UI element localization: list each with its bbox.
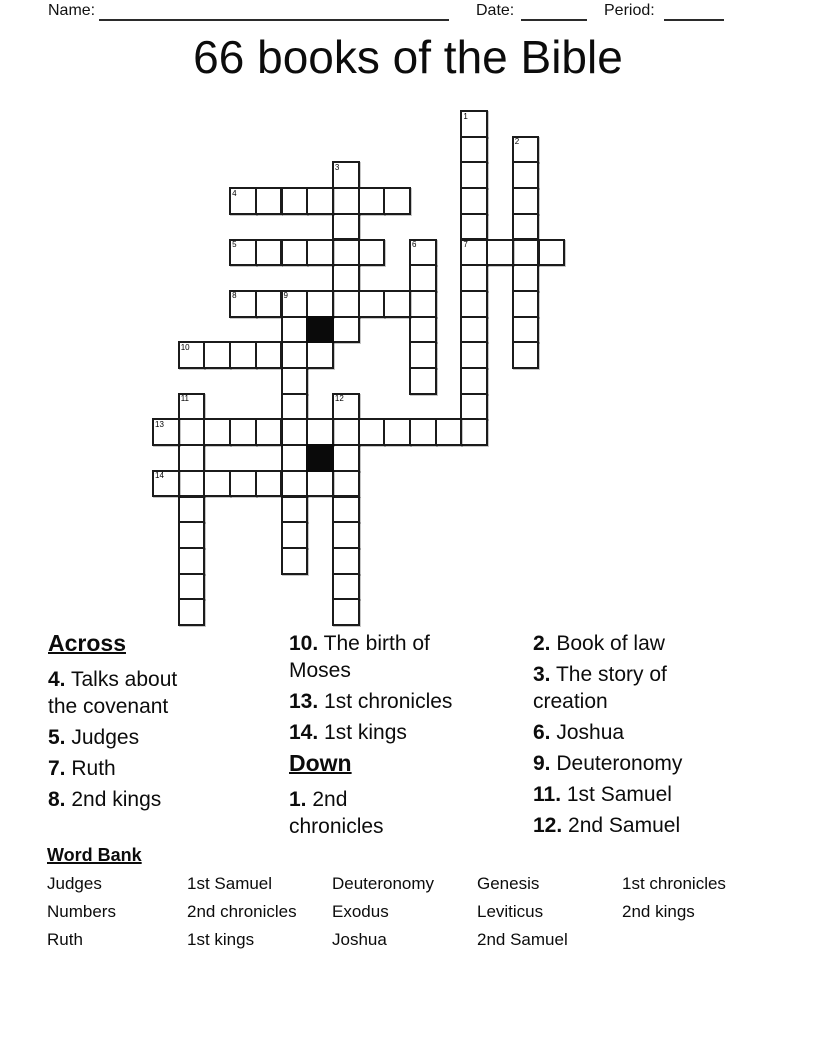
word-bank-item: 1st kings	[187, 930, 255, 949]
grid-cell-8-5[interactable]	[358, 239, 386, 267]
name-blank-line[interactable]	[99, 1, 449, 21]
word-bank-item: 2nd chronicles	[187, 902, 297, 921]
grid-cell-14-6[interactable]	[512, 264, 540, 292]
grid-cell-1-18[interactable]	[178, 573, 206, 601]
grid-cell-4-12[interactable]	[255, 418, 283, 446]
grid-cell-2-9[interactable]	[203, 341, 231, 369]
grid-cell-7-13[interactable]	[332, 444, 360, 472]
word-bank-item: Leviticus	[477, 902, 544, 921]
clue-9: 9. Deuteronomy	[533, 752, 683, 775]
clue-2: 2. Book of law	[533, 632, 665, 655]
grid-cell-5-13[interactable]	[281, 444, 309, 472]
name-label: Name:	[48, 2, 96, 19]
grid-cell-6-3[interactable]	[306, 187, 334, 215]
word-bank-item: Ruth	[47, 930, 83, 949]
word-bank-item: Numbers	[47, 902, 116, 921]
clue-11: 11. 1st Samuel	[533, 783, 672, 806]
grid-cell-4-5[interactable]	[255, 239, 283, 267]
word-bank-item: Exodus	[332, 902, 389, 921]
grid-number-7: 7	[463, 240, 468, 249]
grid-number-4: 4	[232, 188, 237, 198]
grid-number-11: 11	[180, 394, 189, 404]
grid-cell-7-18[interactable]	[332, 573, 360, 601]
grid-cell-12-11[interactable]	[460, 393, 488, 421]
grid-cell-14-9[interactable]	[512, 341, 540, 369]
grid-cell-12-10[interactable]	[460, 367, 488, 395]
grid-cell-1-14[interactable]	[178, 470, 206, 498]
grid-cell-14-8[interactable]	[512, 316, 540, 344]
grid-cell-5-12[interactable]	[281, 418, 309, 446]
clue-number-label: 10.	[289, 632, 319, 655]
grid-cell-11-12[interactable]	[435, 418, 463, 446]
grid-number-9: 9	[283, 291, 288, 301]
grid-cell-3-9[interactable]	[229, 341, 257, 369]
grid-cell-7-3[interactable]	[332, 187, 360, 215]
clue-number-label: 2.	[533, 632, 551, 655]
grid-cell-6-14[interactable]	[306, 470, 334, 498]
grid-number-2: 2	[514, 137, 520, 147]
grid-cell-1-19[interactable]	[178, 598, 206, 626]
grid-cell-7-16[interactable]	[332, 521, 360, 549]
grid-cell-12-4[interactable]	[460, 213, 488, 241]
grid-cell-4-9[interactable]	[255, 341, 283, 369]
grid-number-3: 3	[334, 162, 340, 172]
grid-number-1: 1	[463, 111, 468, 121]
grid-cell-7-7[interactable]	[332, 290, 360, 318]
clue-5: 5. Judges	[48, 726, 140, 749]
grid-number-5: 5	[232, 240, 237, 249]
grid-number-13: 13	[155, 419, 164, 429]
clues-column-1	[48, 630, 280, 817]
period-label: Period:	[604, 2, 655, 19]
grid-cell-10-10[interactable]	[409, 367, 437, 395]
grid-cell-10-9[interactable]	[409, 341, 437, 369]
crossword-grid	[152, 110, 564, 625]
grid-cell-5-10[interactable]	[281, 367, 309, 395]
clue-number-label: 3.	[533, 663, 551, 686]
grid-cell-1-15[interactable]	[178, 496, 206, 524]
grid-cell-6-5[interactable]	[306, 239, 334, 267]
grid-cell-10-8[interactable]	[409, 316, 437, 344]
black-cell	[306, 316, 334, 344]
clue-3: 3. The story of creation	[533, 663, 667, 713]
clue-6: 6. Joshua	[533, 721, 625, 744]
clue-7: 7. Ruth	[48, 757, 116, 780]
clues-column-2	[289, 630, 531, 844]
grid-cell-6-9[interactable]	[306, 341, 334, 369]
grid-cell-5-3[interactable]	[281, 187, 309, 215]
grid-cell-12-3[interactable]	[460, 187, 488, 215]
clue-number-label: 7.	[48, 757, 66, 780]
word-bank-item: Joshua	[332, 930, 387, 949]
grid-cell-12-2[interactable]	[460, 161, 488, 189]
grid-number-14: 14	[155, 471, 164, 481]
grid-cell-9-3[interactable]	[383, 187, 411, 215]
grid-cell-2-12[interactable]	[203, 418, 231, 446]
grid-cell-5-9[interactable]	[281, 341, 309, 369]
grid-cell-9-7[interactable]	[383, 290, 411, 318]
grid-cell-5-16[interactable]	[281, 521, 309, 549]
clue-12: 12. 2nd Samuel	[533, 814, 681, 837]
grid-cell-5-11[interactable]	[281, 393, 309, 421]
grid-cell-8-7[interactable]	[358, 290, 386, 318]
grid-cell-5-14[interactable]	[281, 470, 309, 498]
grid-cell-1-12[interactable]	[178, 418, 206, 446]
grid-cell-10-7[interactable]	[409, 290, 437, 318]
grid-cell-12-1[interactable]	[460, 136, 488, 164]
word-bank-item: Genesis	[477, 874, 540, 893]
clue-heading-down: Down	[289, 750, 352, 776]
clue-1: 1. 2nd chronicles	[289, 788, 384, 838]
word-bank-item: 1st chronicles	[622, 874, 726, 893]
date-blank-line[interactable]	[521, 1, 587, 21]
grid-cell-8-3[interactable]	[358, 187, 386, 215]
clue-number-label: 11.	[533, 783, 562, 806]
grid-cell-12-7[interactable]	[460, 290, 488, 318]
grid-cell-5-8[interactable]	[281, 316, 309, 344]
clue-13: 13. 1st chronicles	[289, 690, 453, 713]
clue-number-label: 8.	[48, 788, 66, 811]
grid-cell-7-19[interactable]	[332, 598, 360, 626]
grid-cell-7-6[interactable]	[332, 264, 360, 292]
clue-number-label: 5.	[48, 726, 66, 749]
grid-cell-3-14[interactable]	[229, 470, 257, 498]
word-bank-item: Judges	[47, 874, 102, 893]
clue-number-label: 12.	[533, 814, 563, 837]
word-bank-item: Deuteronomy	[332, 874, 435, 893]
grid-cell-4-7[interactable]	[255, 290, 283, 318]
word-bank-item: 2nd Samuel	[477, 930, 568, 949]
grid-cell-14-2[interactable]	[512, 161, 540, 189]
grid-cell-7-14[interactable]	[332, 470, 360, 498]
grid-cell-5-15[interactable]	[281, 496, 309, 524]
grid-cell-12-9[interactable]	[460, 341, 488, 369]
clue-8: 8. 2nd kings	[48, 788, 162, 811]
clue-number-label: 13.	[289, 690, 319, 713]
word-bank-empty	[622, 926, 792, 954]
grid-cell-7-8[interactable]	[332, 316, 360, 344]
clue-number-label: 14.	[289, 721, 319, 744]
grid-cell-1-16[interactable]	[178, 521, 206, 549]
clue-number-label: 9.	[533, 752, 551, 775]
grid-cell-14-3[interactable]	[512, 187, 540, 215]
grid-number-12: 12	[334, 394, 344, 404]
page-title: 66 books of the Bible	[193, 31, 623, 83]
grid-cell-7-12[interactable]	[332, 418, 360, 446]
grid-cell-12-8[interactable]	[460, 316, 488, 344]
grid-cell-5-5[interactable]	[281, 239, 309, 267]
grid-cell-6-7[interactable]	[306, 290, 334, 318]
clue-14: 14. 1st kings	[289, 721, 407, 744]
clue-number-label: 6.	[533, 721, 551, 744]
grid-cell-12-12[interactable]	[460, 418, 488, 446]
word-bank-item: 2nd kings	[622, 902, 695, 921]
clues-column-3	[533, 630, 813, 843]
grid-cell-5-17[interactable]	[281, 547, 309, 575]
grid-cell-1-13[interactable]	[178, 444, 206, 472]
grid-cell-2-14[interactable]	[203, 470, 231, 498]
grid-number-6: 6	[412, 240, 417, 249]
grid-cell-10-12[interactable]	[409, 418, 437, 446]
grid-cell-8-12[interactable]	[358, 418, 386, 446]
word-bank-title: Word Bank	[47, 845, 142, 865]
word-bank-item: 1st Samuel	[187, 874, 273, 893]
grid-cell-14-5[interactable]	[512, 239, 540, 267]
grid-cell-7-4[interactable]	[332, 213, 360, 241]
grid-cell-10-6[interactable]	[409, 264, 437, 292]
clue-heading-across: Across	[48, 630, 126, 656]
grid-cell-14-4[interactable]	[512, 213, 540, 241]
grid-cell-7-5[interactable]	[332, 239, 360, 267]
grid-cell-14-7[interactable]	[512, 290, 540, 318]
grid-cell-4-3[interactable]	[255, 187, 283, 215]
grid-cell-12-6[interactable]	[460, 264, 488, 292]
grid-cell-1-17[interactable]	[178, 547, 206, 575]
grid-cell-13-5[interactable]	[486, 239, 514, 267]
grid-cell-7-15[interactable]	[332, 496, 360, 524]
clue-10: 10. The birth of Moses	[289, 632, 430, 682]
clue-number-label: 4.	[48, 668, 66, 691]
grid-cell-15-5[interactable]	[538, 239, 566, 267]
date-label: Date:	[476, 2, 515, 19]
grid-cell-3-12[interactable]	[229, 418, 257, 446]
grid-cell-7-17[interactable]	[332, 547, 360, 575]
clue-4: 4. Talks about the covenant	[48, 668, 178, 718]
grid-cell-9-12[interactable]	[383, 418, 411, 446]
black-cell	[306, 444, 334, 472]
period-blank-line[interactable]	[664, 1, 724, 21]
grid-number-8: 8	[232, 291, 237, 301]
word-bank-list	[47, 870, 792, 954]
clue-number-label: 1.	[289, 788, 307, 811]
grid-cell-4-14[interactable]	[255, 470, 283, 498]
grid-cell-6-12[interactable]	[306, 418, 334, 446]
grid-number-10: 10	[180, 342, 190, 352]
